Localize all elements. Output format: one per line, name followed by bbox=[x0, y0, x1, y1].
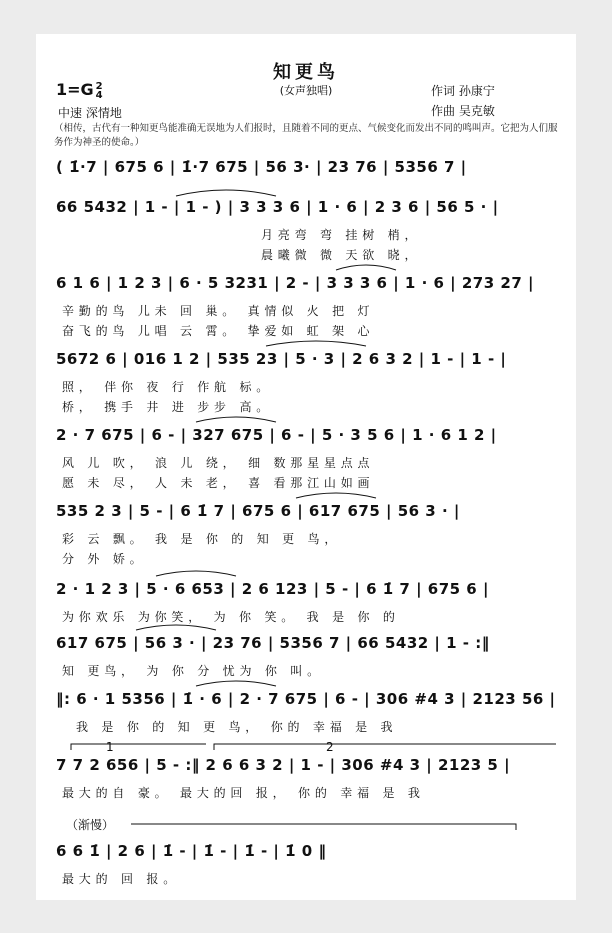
lyric-line-verse1: 最大的 回 报。 bbox=[62, 872, 181, 886]
composer-credit: 作曲 吴克敏 bbox=[431, 104, 495, 118]
lyric-line-verse2: 桥， 携手 井 进 步步 高。 bbox=[62, 400, 274, 414]
lyric-line-verse1: 最大的自 豪。 最大的回 报， 你的 幸福 是 我 bbox=[62, 786, 425, 800]
music-line: ‖: 6 · 1 5356 | 1̇ · 6 | 2 · 7 675 | 6 - | 306 #4 3 | 2123 56 | bbox=[56, 690, 556, 708]
music-line: 2 · 1 2 3 | 5 · 6 653 | 2 6 123 | 5 - | 6 1̇ 7 | 675 6 | bbox=[56, 580, 489, 598]
lyric-line-verse1: 为你欢乐 为你笑， 为 你 笑。 我 是 你 的 bbox=[62, 610, 400, 624]
lyricist-credit: 作词 孙康宁 bbox=[431, 84, 495, 98]
lyric-line-verse2: 分 外 娇。 bbox=[62, 552, 147, 566]
volta-bracket-1 bbox=[71, 744, 206, 750]
music-line: 2 · 7 675 | 6 - | 327 675 | 6 - | 5 · 3 5 6 | 1 · 6 1 2 | bbox=[56, 426, 497, 444]
slur bbox=[266, 341, 366, 346]
lyric-line-verse1: 月亮弯 弯 挂树 梢， bbox=[261, 228, 422, 242]
slur bbox=[156, 571, 236, 576]
music-line: 6 6 1̇ | 2 6 | 1̇ - | 1̇ - | 1̇ - | 1̇ 0 ‖ bbox=[56, 842, 327, 860]
slur bbox=[136, 625, 216, 630]
tempo-marking: 中速 深情地 bbox=[58, 106, 122, 120]
lyric-line-verse1: 照， 伴你 夜 行 作航 标。 bbox=[62, 380, 274, 394]
slowdown-bracket bbox=[131, 824, 516, 830]
key-signature bbox=[56, 80, 103, 100]
music-line: 6 1 6 | 1 2 3 | 6 · 5 3231 | 2 - | 3 3 3 6 | 1 · 6 | 273 27 | bbox=[56, 274, 534, 292]
lyric-line-verse1: 辛勤的鸟 儿未 回 巢。 真情似 火 把 灯 bbox=[62, 304, 375, 318]
lyric-line-verse1: 知 更鸟， 为 你 分 忧为 你 叫。 bbox=[62, 664, 324, 678]
slur bbox=[296, 493, 376, 498]
time-signature bbox=[96, 82, 103, 100]
tempo-slowdown-marking: （渐慢） bbox=[66, 818, 115, 832]
lyric-line-verse2: 愿 未 尽， 人 未 老， 喜 看那江山如画 bbox=[62, 476, 375, 490]
time-top: 2 bbox=[95, 80, 103, 92]
volta-bracket-2 bbox=[214, 744, 556, 750]
lyric-line-verse1: 我 是 你 的 知 更 鸟， 你的 幸福 是 我 bbox=[76, 720, 398, 734]
music-line: 617 675 | 56 3 · | 23 76 | 5356 7 | 66 5432 | 1 - :‖ bbox=[56, 634, 490, 652]
slur bbox=[196, 417, 276, 422]
lyric-line-verse2: 晨曦微 微 天欲 晓， bbox=[261, 248, 422, 262]
preface-note: （相传，古代有一种知更鸟能准确无误地为人们报时，且随着不同的更点、气候变化而发出不同的鸣叫声。它把为人们服务作为神圣的使命。） bbox=[54, 123, 558, 148]
slur bbox=[196, 681, 276, 686]
volta-second-ending: 2 bbox=[326, 740, 334, 754]
key-text: 1=G bbox=[56, 80, 94, 99]
slur bbox=[176, 190, 276, 196]
score-sheet bbox=[36, 34, 576, 900]
music-line: ( 1̇·7 | 675 6 | 1̇·7 675 | 56 3· | 23 76 | 5356 7 | bbox=[56, 158, 467, 176]
music-line: 66 5432 | 1 - | 1 - ) | 3 3 3 6 | 1 · 6 | 2 3 6 | 56 5 · | bbox=[56, 198, 499, 216]
song-title: 知更鸟 bbox=[273, 62, 339, 83]
music-line: 535 2 3 | 5 - | 6 1̇ 7 | 675 6 | 617 675 | 56 3 · | bbox=[56, 502, 460, 520]
lyric-line-verse1: 风 儿 吹， 浪 儿 绕， 细 数那星星点点 bbox=[62, 456, 375, 470]
lyric-line-verse1: 彩 云 飘。 我 是 你 的 知 更 鸟， bbox=[62, 532, 342, 546]
music-line: 7 7 2 656 | 5 - :‖ 2 6 6 3 2 | 1 - | 306 #4 3 | 2123 5 | bbox=[56, 756, 511, 774]
time-bottom: 4 bbox=[95, 89, 103, 101]
song-subtitle: (女声独唱) bbox=[279, 84, 333, 97]
lyric-line-verse2: 奋飞的鸟 儿唱 云 霄。 挚爱如 虹 架 心 bbox=[62, 324, 375, 338]
slur bbox=[336, 265, 396, 270]
music-line: 5672 6 | 016 1 2 | 535 23 | 5 · 3 | 2 6 3 2 | 1 - | 1 - | bbox=[56, 350, 507, 368]
volta-first-ending: 1 bbox=[106, 740, 114, 754]
